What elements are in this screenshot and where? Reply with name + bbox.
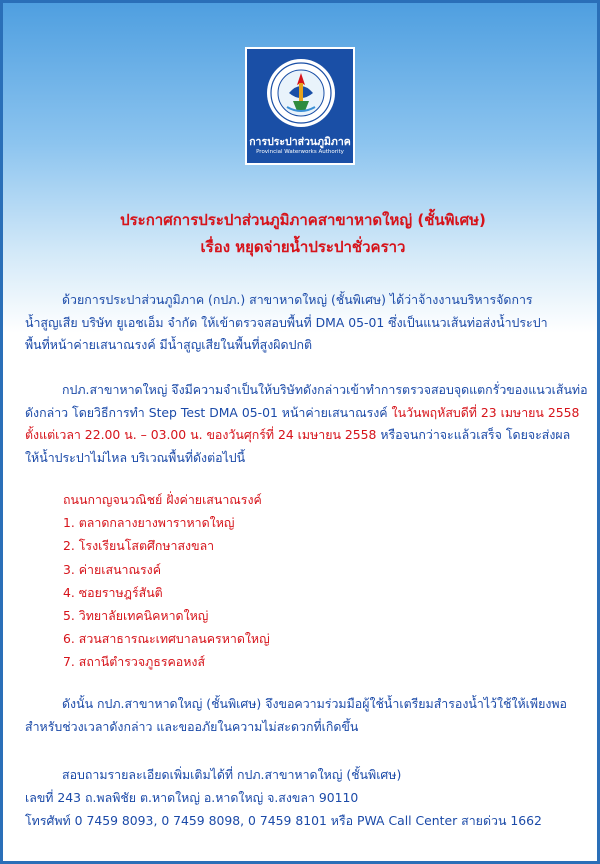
paragraph-schedule [25,379,588,469]
list-item: 7. สถานีตำรวจภูธรคอหงส์ [63,654,206,670]
affected-area-list [63,488,563,674]
paragraph-line [25,424,585,447]
paragraph-line: สำหรับช่วงเวลาดังกล่าว และขออภัยในความไม่สะดวกที่เกิดขึ้น [25,718,359,734]
paragraph-line: ดังนั้น กปภ.สาขาหาดใหญ่ (ชั้นพิเศษ) จึงขอความร่วมมือผู้ใช้น้ำเตรียมสำรองน้ำไว้ใช้ให้เพียงพอ [62,696,567,711]
contact-phone: โทรศัพท์ 0 7459 8093, 0 7459 8098, 0 7459 8101 หรือ PWA Call Center สายด่วน 1662 [25,813,542,828]
contact-info [25,763,585,832]
logo-title-en: Provincial Waterworks Authority [256,149,344,155]
pwa-emblem-icon [265,57,337,129]
contact-address: เลขที่ 243 ถ.พลพิชัย ต.หาดใหญ่ อ.หาดใหญ่ จ.สงขลา 90110 [25,790,359,805]
schedule-date: ในวันพฤหัสบดีที่ 23 เมษายน 2558 [391,404,580,420]
logo-title-th: การประปาส่วนภูมิภาค [249,136,351,148]
paragraph-line: ด้วยการประปาส่วนภูมิภาค (กปภ.) สาขาหาดใหญ่ (ชั้นพิเศษ) ได้ว่าจ้างงานบริหารจัดการ [62,292,533,307]
list-item: 3. ค่ายเสนาณรงค์ [63,561,161,577]
paragraph-intro [25,289,585,357]
paragraph-line: พื้นที่หน้าค่ายเสนาณรงค์ มีน้ำสูญเสียในพื้นที่สูงผิดปกติ [25,337,312,352]
paragraph-apology [25,693,585,738]
paragraph-line: น้ำสูญเสีย บริษัท ยูเอชเอ็ม จำกัด ให้เข้าตรวจสอบพื้นที่ DMA 05-01 ซึ่งเป็นแนวเส้นท่อส่งน้ำประปา [25,314,548,330]
list-item: 4. ซอยราษฎร์สันติ [63,584,163,600]
pwa-logo [245,47,355,165]
list-item: 1. ตลาดกลางยางพาราหาดใหญ่ [63,515,235,531]
paragraph-line [25,402,585,425]
list-item: 5. วิทยาลัยเทคนิคหาดใหญ่ [63,607,209,623]
schedule-text: ดังกล่าว โดยวิธีการทำ Step Test DMA 05-01 หน้าค่ายเสนาณรงค์ [25,404,392,420]
announcement-title: ประกาศการประปาส่วนภูมิภาคสาขาหาดใหญ่ (ชั้นพิเศษ) [120,211,486,229]
paragraph-line: กปภ.สาขาหาดใหญ่ จึงมีความจำเป็นให้บริษัทดังกล่าวเข้าทำการตรวจสอบจุดแตกรั่วของแนวเส้นท่อ [62,382,588,397]
schedule-time: ตั้งแต่เวลา 22.00 น. – 03.00 น. ของวันศุกร์ที่ 24 เมษายน 2558 [25,427,377,442]
contact-line: สอบถามรายละเอียดเพิ่มเติมได้ที่ กปภ.สาขาหาดใหญ่ (ชั้นพิเศษ) [62,767,402,782]
list-item: 2. โรงเรียนโสตศึกษาสงขลา [63,538,215,554]
area-heading: ถนนกาญจนวณิชย์ ฝั่งค่ายเสนาณรงค์ [63,492,262,507]
list-item: 6. สวนสาธารณะเทศบาลนครหาดใหญ่ [63,631,270,647]
announcement-subject: เรื่อง หยุดจ่ายน้ำประปาชั่วคราว [200,238,406,256]
schedule-text: หรือจนกว่าจะแล้วเสร็จ โดยจะส่งผล [376,427,571,442]
paragraph-line: ให้น้ำประปาไม่ไหล บริเวณพื้นที่ดังต่อไปนี้ [25,449,246,465]
